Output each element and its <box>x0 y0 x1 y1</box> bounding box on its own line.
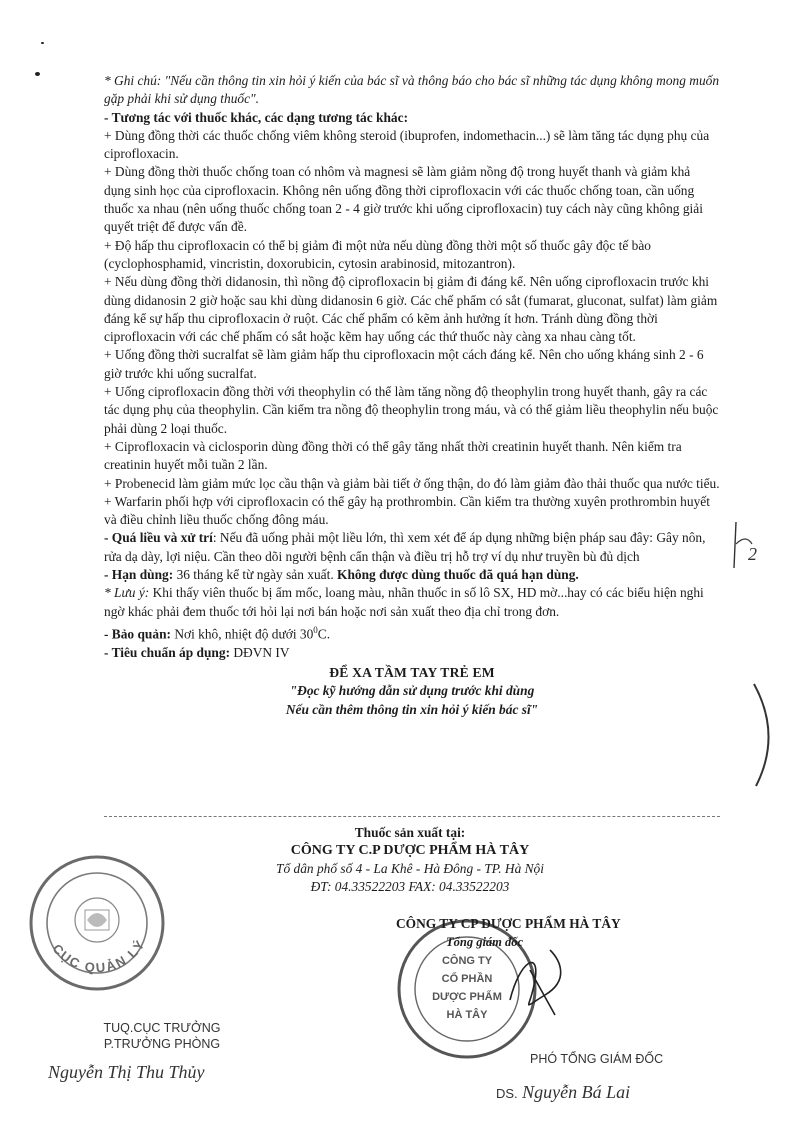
manufacturer-label: Thuốc sản xuất tại: <box>354 825 466 840</box>
page-number-text: 2 <box>748 544 757 564</box>
authority-stamp-text: CỤC QUẢN LÝ <box>49 936 149 976</box>
manufacturer-block <box>200 824 620 896</box>
company-stamp-line3: DƯỢC PHẨM <box>432 991 502 1003</box>
interaction-item: + Uống ciprofloxacin đồng thời với theophylin có thể làm tăng nồng độ theophylin trong huyết thanh, gây ra các tác dụng phụ của theophylin. Cần kiểm tra nồng độ theophylin trong máu, và có thể giảm liều theophylin nếu buộc phải dùng 2 loại thuốc. <box>104 384 719 436</box>
expiry-warning: Không được dùng thuốc đã quá hạn dùng. <box>337 567 579 583</box>
interaction-item: + Độ hấp thu ciprofloxacin có thể bị giảm đi một nửa nếu dùng đồng thời một số thuốc gây độc tế bào (cyclophosphamid, vincristin, doxorubicin, cytosin arabinosid, mitozantron). <box>104 237 651 271</box>
overdose-label: - Quá liều và xử trí <box>104 530 213 546</box>
storage-text: Nơi khô, nhiệt độ dưới 30 <box>170 626 314 642</box>
authority-title-2: P.TRƯỞNG PHÒNG <box>103 1037 221 1051</box>
interaction-item: + Nếu dùng đồng thời didanosin, thì nồng độ ciprofloxacin bị giảm đi đáng kể. Nên uống ciprofloxacin trước khi dùng didanosin 2 giờ hoặc sau khi dùng didanosin 6 giờ. Các chế phẩm có sắt (fumarat, gluconat, sulfat) làm giảm đáng kể sự hấp thu ciprofloxacin ở ruột. Các chế phẩm có kẽm ảnh hưởng ít hơn. Tránh dùng đồng thời ciprofloxacin với các chế phẩm có sắt hoặc kẽm hay uống các thứ thuốc này càng xa nhau càng tốt. <box>104 274 718 345</box>
expiry-text: 36 tháng kể từ ngày sản xuất. <box>173 567 338 583</box>
leaflet-body <box>104 72 720 719</box>
read-instructions: "Đọc kỹ hướng dẫn sử dụng trước khi dùng <box>289 683 535 699</box>
expiry-label: - Hạn dùng: <box>104 567 174 583</box>
authority-signature-block <box>62 1020 262 1052</box>
manufacturer-name: CÔNG TY C.P DƯỢC PHẨM HÀ TÂY <box>290 843 530 858</box>
expiry-section <box>104 566 720 584</box>
scan-dot <box>35 72 40 76</box>
ask-doctor: Nếu cần thêm thông tin xin hỏi ý kiến bác sĩ" <box>285 701 539 717</box>
overdose-text: : Nếu đã uống phải một liều lớn, thì xem xét để áp dụng những biện pháp sau đây: Gây nôn, rửa dạ dày, lợi niệu. Cần theo dõi người bệnh cẩn thận và điều trị hỗ trợ ví dụ như truyền bù đủ dịch <box>104 530 706 564</box>
margin-arc-graphic <box>752 680 782 790</box>
interactions-heading: - Tương tác với thuốc khác, các dạng tương tác khác: <box>104 109 409 125</box>
keep-away-warning: ĐỂ XA TẦM TAY TRẺ EM <box>329 664 495 680</box>
company-stamp-line4: HÀ TÂY <box>446 1009 488 1021</box>
signature-company-role: Tổng giám đốc <box>446 935 524 949</box>
company-stamp-line1: CÔNG TY <box>441 955 493 967</box>
deputy-director-name: Nguyễn Bá Lai <box>522 1082 631 1102</box>
storage-degree: 0 <box>313 624 318 635</box>
interaction-item: + Dùng đồng thời thuốc chống toan có nhôm và magnesi sẽ làm giảm nồng độ trong huyết thanh và giảm khả dụng sinh học của ciprofloxacin. Không nên uống đồng thời ciprofloxacin với các thuốc chống toan, cần uống thuốc xa nhau (nên uống thuốc chống toan 2 - 4 giờ trước khi uống ciprofloxacin) tuy cách này cũng không giải quyết triệt để được vấn đề. <box>104 164 703 235</box>
signature-company: CÔNG TY CP DƯỢC PHẨM HÀ TÂY <box>396 916 621 931</box>
caution-prefix: * Lưu ý: <box>104 585 150 601</box>
interaction-item: + Uống đồng thời sucralfat sẽ làm giảm hấp thu ciprofloxacin một cách đáng kể. Nên cho uống kháng sinh 2 - 6 giờ trước khi uống sucralfat. <box>104 347 704 381</box>
manufacturer-phone: ĐT: 04.33522203 FAX: 04.33522203 <box>310 879 510 894</box>
deputy-director-prefix: DS. <box>496 1086 518 1101</box>
margin-arc <box>752 680 782 795</box>
note-prefix: * Ghi chú: <box>104 73 165 88</box>
standard-text: DĐVN IV <box>230 644 290 660</box>
page-number-mark <box>722 520 782 575</box>
caution-text: Khi thấy viên thuốc bị ẩm mốc, loang màu, nhãn thuốc in số lô SX, HD mờ...hay có các biểu hiện nghi ngờ khác phải đem thuốc tới hỏi lại nơi bán hoặc nơi sản xuất theo địa chỉ trong đơn. <box>104 585 704 619</box>
note-text: "Nếu cần thông tin xin hỏi ý kiến của bác sĩ và thông báo cho bác sĩ những tác dụng không mong muốn gặp phải khi sử dụng thuốc". <box>104 73 720 107</box>
interaction-item: + Dùng đồng thời các thuốc chống viêm không steroid (ibuprofen, indomethacin...) sẽ làm tăng tác dụng phụ của ciprofloxacin. <box>104 127 710 162</box>
interaction-item: + Ciprofloxacin và ciclosporin dùng đồng thời có thể gây tăng nhất thời creatinin huyết thanh. Nên kiểm tra creatinin huyết mỗi tuần 2 lần. <box>104 438 682 473</box>
interaction-item: + Warfarin phối hợp với ciprofloxacin có thể gây hạ prothrombin. Cần kiểm tra thường xuyên prothrombin huyết và điều chỉnh liều thuốc chống đông máu. <box>104 493 710 528</box>
authority-title-1: TUQ.CỤC TRƯỞNG <box>103 1021 221 1035</box>
warning-block <box>104 664 720 719</box>
doctor-note <box>104 72 720 109</box>
authority-signature-name: Nguyễn Thị Thu Thủy <box>48 1062 205 1082</box>
margin-bracket-graphic <box>722 520 782 570</box>
deputy-director-signature <box>496 1082 630 1103</box>
authority-stamp <box>22 848 172 1003</box>
deputy-director-title: PHÓ TỔNG GIÁM ĐỐC <box>530 1052 664 1066</box>
manufacturer-address: Tổ dân phố số 4 - La Khê - Hà Đông - TP. Hà Nội <box>276 861 544 876</box>
standard-section <box>104 644 720 662</box>
signature-scrawl-graphic <box>500 940 570 1020</box>
section-divider <box>104 816 720 817</box>
scan-dot <box>41 42 44 44</box>
storage-unit: C. <box>317 626 331 642</box>
interaction-item: + Probenecid làm giảm mức lọc cầu thận và giảm bài tiết ở ống thận, do đó làm giảm đào thải thuốc qua nước tiểu. <box>104 475 720 491</box>
storage-section <box>104 621 720 644</box>
standard-label: - Tiêu chuẩn áp dụng: <box>104 644 231 660</box>
director-signature-scrawl <box>500 940 570 1025</box>
overdose-section <box>104 529 720 566</box>
storage-label: - Bảo quản: <box>104 626 171 642</box>
company-stamp-line2: CỔ PHẦN <box>441 973 493 985</box>
caution-section <box>104 584 720 621</box>
authority-stamp-seal <box>22 848 172 998</box>
